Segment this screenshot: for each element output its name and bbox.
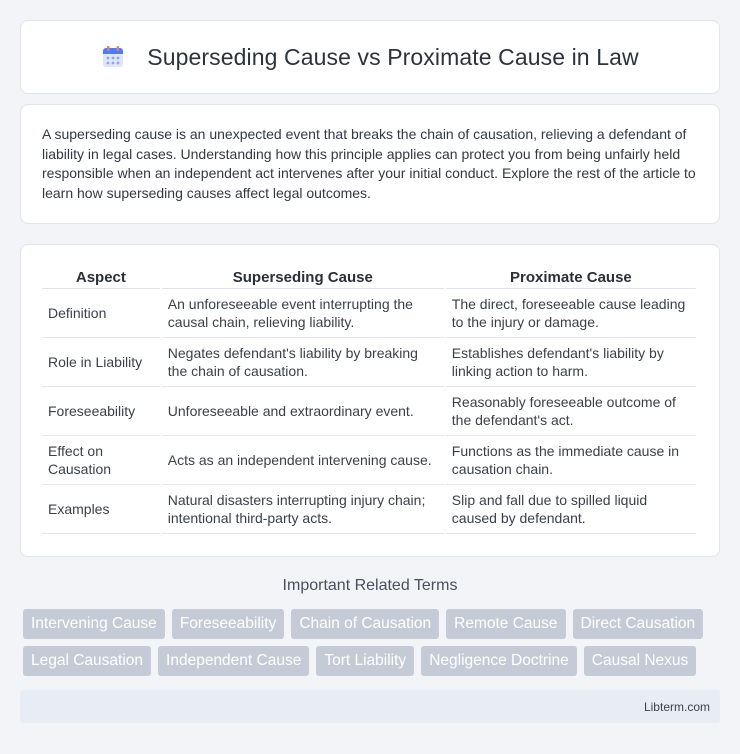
page-title: Superseding Cause vs Proximate Cause in Law <box>147 43 639 70</box>
header-card <box>20 20 720 94</box>
tag-row <box>23 646 723 676</box>
comparison-table <box>40 263 698 534</box>
tag-row <box>23 609 723 639</box>
tag-foreseeability[interactable]: Foreseeability <box>172 609 285 639</box>
tag-negligence-doctrine[interactable]: Negligence Doctrine <box>421 646 577 676</box>
title-wrap <box>101 44 638 71</box>
tag-chain-of-causation[interactable]: Chain of Causation <box>291 609 439 639</box>
table-header-row <box>42 263 696 289</box>
intro-card <box>20 104 720 224</box>
row-superseding: Natural disasters interrupting injury chain; intentional third-party acts. <box>162 485 444 534</box>
row-aspect: Definition <box>42 289 160 338</box>
row-proximate: Slip and fall due to spilled liquid caused by defendant. <box>446 485 696 534</box>
related-terms <box>23 609 723 683</box>
row-superseding: Unforeseeable and extraordinary event. <box>162 387 444 436</box>
tag-tort-liability[interactable]: Tort Liability <box>316 646 414 676</box>
footer <box>20 690 720 723</box>
row-aspect: Foreseeability <box>42 387 160 436</box>
column-header-aspect: Aspect <box>42 263 160 289</box>
row-superseding: An unforeseeable event interrupting the causal chain, relieving liability. <box>162 289 444 338</box>
table-row <box>42 289 696 338</box>
table-row <box>42 387 696 436</box>
row-proximate: Establishes defendant's liability by linking action to harm. <box>446 338 696 387</box>
row-superseding: Acts as an independent intervening cause. <box>162 436 444 485</box>
tag-legal-causation[interactable]: Legal Causation <box>23 646 151 676</box>
row-proximate: Functions as the immediate cause in causation chain. <box>446 436 696 485</box>
tag-direct-causation[interactable]: Direct Causation <box>573 609 704 639</box>
column-header-proximate: Proximate Cause <box>446 263 696 289</box>
row-proximate: The direct, foreseeable cause leading to the injury or damage. <box>446 289 696 338</box>
table-row <box>42 436 696 485</box>
row-superseding: Negates defendant's liability by breaking the chain of causation. <box>162 338 444 387</box>
calendar-icon <box>101 45 125 69</box>
tag-intervening-cause[interactable]: Intervening Cause <box>23 609 165 639</box>
tag-remote-cause[interactable]: Remote Cause <box>446 609 565 639</box>
row-aspect: Examples <box>42 485 160 534</box>
footer-site-name[interactable]: Libterm.com <box>643 699 710 714</box>
intro-paragraph: A superseding cause is an unexpected event that breaks the chain of causation, relieving a defendant of liability in legal cases. Understanding how this principle applies can protect you from being unfairly held responsible when an independent act intervenes after your initial conduct. Explore the rest of the article to learn how superseding causes affect legal outcomes. <box>42 126 696 201</box>
related-terms-title: Important Related Terms <box>282 577 458 594</box>
table-row <box>42 338 696 387</box>
comparison-card <box>20 244 720 557</box>
column-header-superseding: Superseding Cause <box>162 263 444 289</box>
row-aspect: Role in Liability <box>42 338 160 387</box>
tag-independent-cause[interactable]: Independent Cause <box>158 646 309 676</box>
row-aspect: Effect on Causation <box>42 436 160 485</box>
tag-causal-nexus[interactable]: Causal Nexus <box>584 646 697 676</box>
row-proximate: Reasonably foreseeable outcome of the defendant's act. <box>446 387 696 436</box>
table-row <box>42 485 696 534</box>
